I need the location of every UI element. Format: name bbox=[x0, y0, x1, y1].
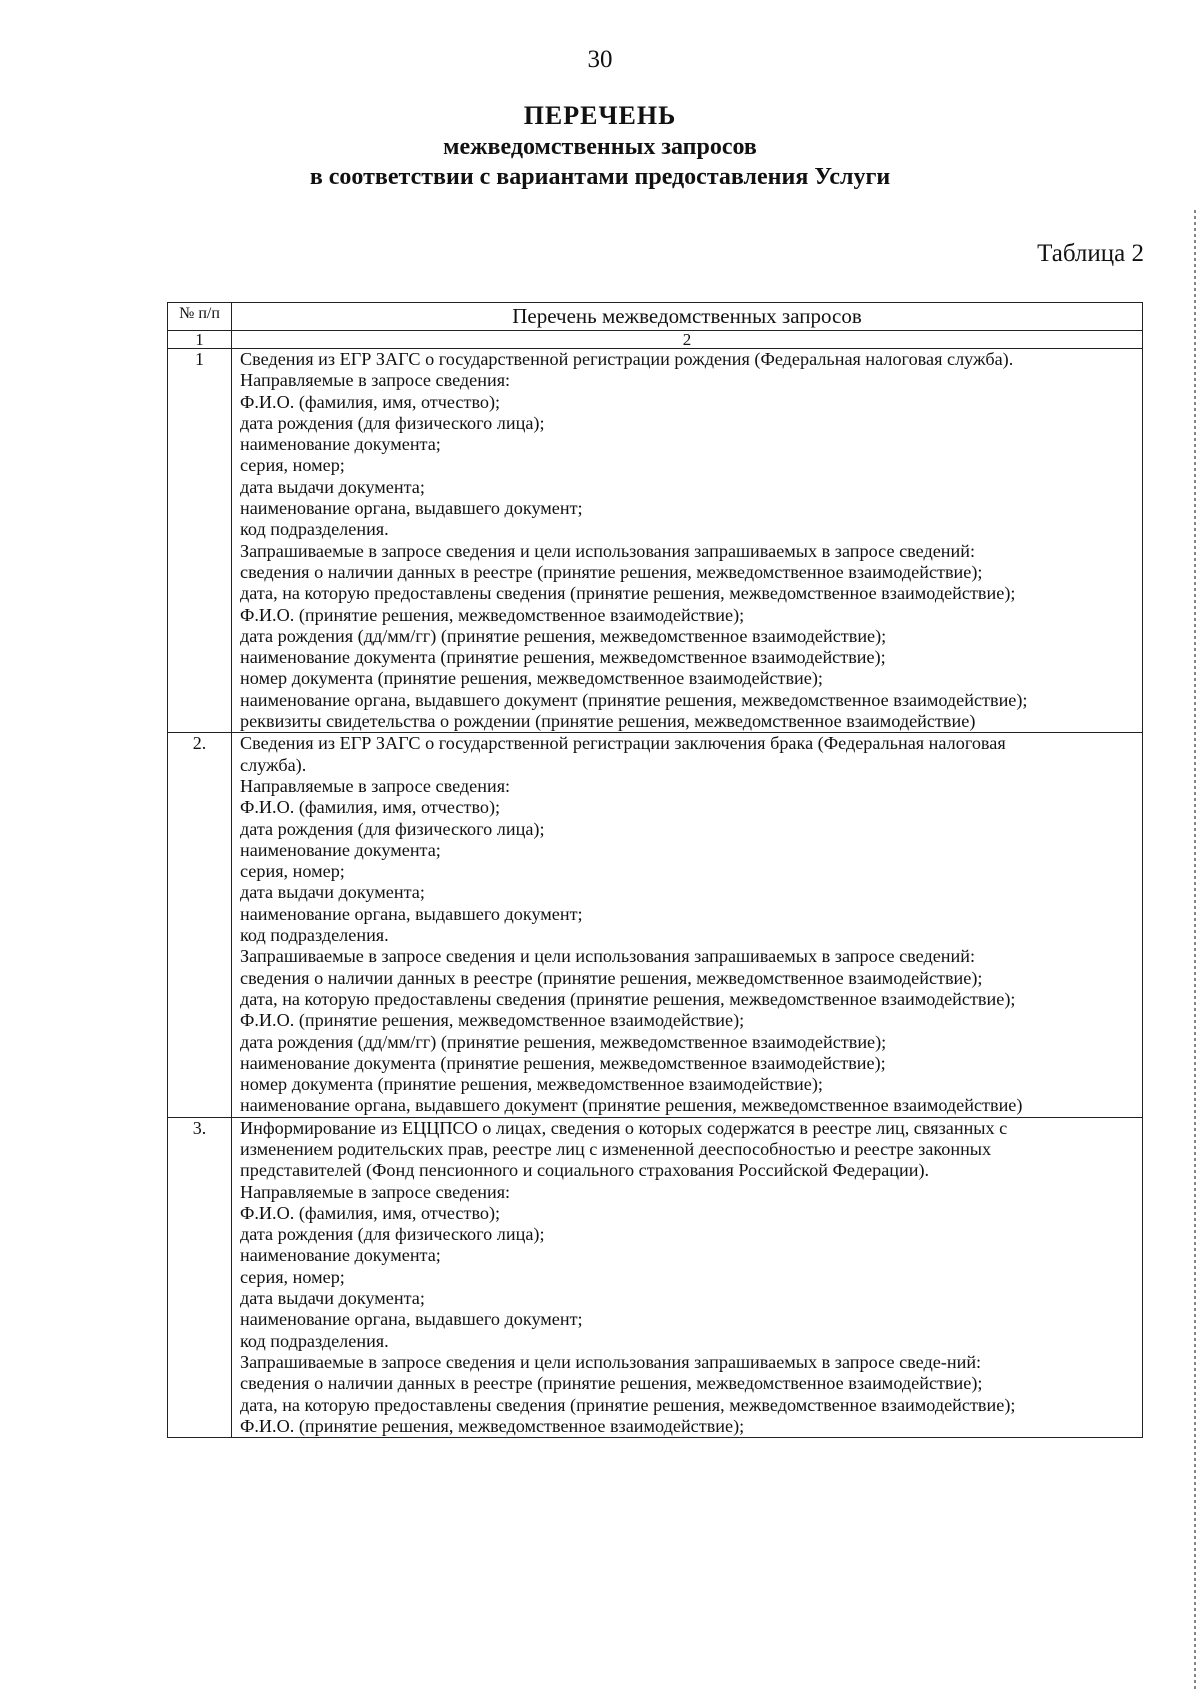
content-line: дата рождения (дд/мм/гг) (принятие решения, межведомственное взаимодействие); bbox=[240, 1031, 887, 1052]
content-line: наименование документа; bbox=[240, 839, 441, 860]
content-line: серия, номер; bbox=[240, 1266, 345, 1287]
table-body bbox=[168, 349, 1143, 1438]
content-line: сведения о наличии данных в реестре (принятие решения, межведомственное взаимодействие); bbox=[240, 561, 983, 582]
content-line: наименование документа (принятие решения, межведомственное взаимодействие); bbox=[240, 1052, 886, 1073]
content-line: номер документа (принятие решения, межведомственное взаимодействие); bbox=[240, 668, 823, 689]
content-line: наименование документа (принятие решения, межведомственное взаимодействие); bbox=[240, 647, 886, 668]
content-line: Ф.И.О. (принятие решения, межведомственное взаимодействие); bbox=[240, 1010, 745, 1031]
table-label: Таблица 2 bbox=[1037, 240, 1144, 267]
content-line: Направляемые в запросе сведения: bbox=[240, 370, 511, 391]
content-line: наименование органа, выдавшего документ; bbox=[240, 903, 583, 924]
content-line: номер документа (принятие решения, межведомственное взаимодействие); bbox=[240, 1074, 823, 1095]
title-line-1: ПЕРЕЧЕНЬ bbox=[523, 101, 677, 130]
content-line: наименование органа, выдавшего документ; bbox=[240, 498, 583, 519]
row-content bbox=[232, 733, 1143, 1117]
content-line: наименование документа; bbox=[240, 434, 441, 455]
content-line: Сведения из ЕГР ЗАГС о государственной регистрации рождения (Федеральная налоговая служба). bbox=[240, 349, 1014, 369]
title-line-2: межведомственных запросов bbox=[443, 134, 757, 160]
content-line: Сведения из ЕГР ЗАГС о государственной регистрации заключения брака (Федеральная налоговая bbox=[240, 733, 1006, 754]
row-content bbox=[232, 1117, 1143, 1437]
content-line: дата выдачи документа; bbox=[240, 1288, 425, 1309]
content-line: код подразделения. bbox=[240, 519, 389, 540]
row-number: 1 bbox=[168, 349, 232, 733]
column-number: 1 bbox=[168, 331, 232, 349]
content-line: серия, номер; bbox=[240, 861, 345, 882]
table-header-row bbox=[168, 303, 1143, 331]
table-row bbox=[168, 733, 1143, 1117]
content-line: серия, номер; bbox=[240, 455, 345, 476]
content-line: дата, на которую предоставлены сведения (принятие решения, межведомственное взаимодействие); bbox=[240, 583, 1016, 604]
content-line: реквизиты свидетельства о рождении (принятие решения, межведомственное взаимодействие) bbox=[240, 711, 976, 732]
scan-edge bbox=[1194, 210, 1196, 1690]
content-line: дата выдачи документа; bbox=[240, 882, 425, 903]
content-line: Ф.И.О. (фамилия, имя, отчество); bbox=[240, 797, 501, 818]
content-line: дата рождения (для физического лица); bbox=[240, 412, 545, 433]
table-row bbox=[168, 349, 1143, 733]
requests-table bbox=[167, 302, 1143, 1438]
content-line: код подразделения. bbox=[240, 925, 389, 946]
content-line: дата выдачи документа; bbox=[240, 476, 425, 497]
content-line: дата рождения (дд/мм/гг) (принятие решения, межведомственное взаимодействие); bbox=[240, 625, 887, 646]
header-title-col: Перечень межведомственных запросов bbox=[232, 303, 1143, 331]
row-content bbox=[232, 349, 1143, 733]
content-line: дата рождения (для физического лица); bbox=[240, 1224, 545, 1245]
content-line: код подразделения. bbox=[240, 1330, 389, 1351]
content-line: Запрашиваемые в запросе сведения и цели использования запрашиваемых в запросе сведений: bbox=[240, 946, 976, 967]
content-line: Ф.И.О. (принятие решения, межведомственное взаимодействие); bbox=[240, 604, 745, 625]
title-line-3: в соответствии с вариантами предоставления Услуги bbox=[309, 164, 891, 190]
content-line: изменением родительских прав, реестре лиц с измененной дееспособностью и реестре законных bbox=[240, 1138, 992, 1159]
content-line: Запрашиваемые в запросе сведения и цели использования запрашиваемых в запросе сведений: bbox=[240, 540, 976, 561]
content-line: наименование органа, выдавшего документ (принятие решения, межведомственное взаимодействие); bbox=[240, 689, 1028, 710]
column-number: 2 bbox=[232, 331, 1143, 349]
content-line: наименование органа, выдавшего документ (принятие решения, межведомственное взаимодействие) bbox=[240, 1095, 1023, 1116]
content-line: служба). bbox=[240, 754, 307, 775]
content-line: наименование документа; bbox=[240, 1245, 441, 1266]
content-line: дата, на которую предоставлены сведения (принятие решения, межведомственное взаимодействие); bbox=[240, 988, 1016, 1009]
content-line: наименование органа, выдавшего документ; bbox=[240, 1309, 583, 1330]
content-line: дата, на которую предоставлены сведения (принятие решения, межведомственное взаимодействие); bbox=[240, 1394, 1016, 1415]
content-line: сведения о наличии данных в реестре (принятие решения, межведомственное взаимодействие); bbox=[240, 1373, 983, 1394]
table-row bbox=[168, 1117, 1143, 1437]
content-line: сведения о наличии данных в реестре (принятие решения, межведомственное взаимодействие); bbox=[240, 967, 983, 988]
content-line: Ф.И.О. (принятие решения, межведомственное взаимодействие); bbox=[240, 1415, 745, 1436]
content-line: представителей (Фонд пенсионного и социального страхования Российской Федерации). bbox=[240, 1160, 930, 1181]
content-line: Запрашиваемые в запросе сведения и цели использования запрашиваемых в запросе сведе-ний: bbox=[240, 1351, 982, 1372]
header-num-col: № п/п bbox=[168, 303, 232, 331]
column-numbers-row bbox=[168, 331, 1143, 349]
content-line: дата рождения (для физического лица); bbox=[240, 818, 545, 839]
content-line: Ф.И.О. (фамилия, имя, отчество); bbox=[240, 391, 501, 412]
page-number: 30 bbox=[587, 46, 613, 73]
document-title bbox=[0, 100, 1200, 192]
row-number: 3. bbox=[168, 1117, 232, 1437]
row-number: 2. bbox=[168, 733, 232, 1117]
content-line: Информирование из ЕЦЦПСО о лицах, сведения о которых содержатся в реестре лиц, связанных с bbox=[240, 1117, 1008, 1138]
content-line: Ф.И.О. (фамилия, имя, отчество); bbox=[240, 1202, 501, 1223]
content-line: Направляемые в запросе сведения: bbox=[240, 1181, 511, 1202]
content-line: Направляемые в запросе сведения: bbox=[240, 775, 511, 796]
